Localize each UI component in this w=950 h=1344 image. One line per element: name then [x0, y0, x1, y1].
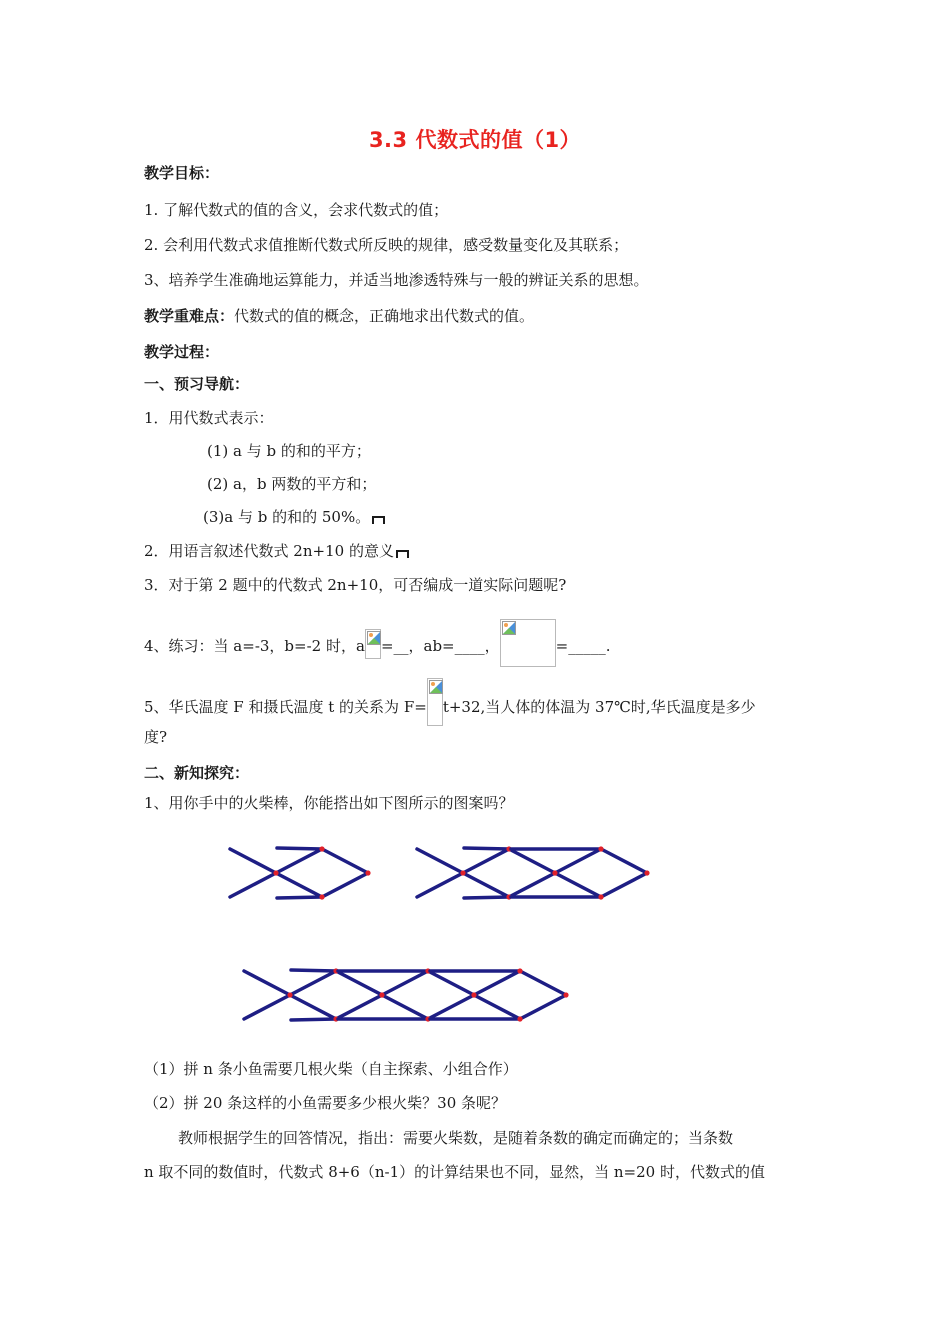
- matchstick: [474, 971, 520, 995]
- preview-heading: 一、预习导航：: [144, 375, 250, 393]
- matchstick: [464, 848, 509, 849]
- matchstick: [509, 849, 555, 873]
- explore-paragraph-line-2: n 取不同的数值时，代数式 8+6（n-1）的计算结果也不同，显然，当 n=20 时，代数式的值: [144, 1163, 765, 1181]
- goal-item-3: 3、培养学生准确地运算能力，并适当地渗透特殊与一般的辨证关系的思想。: [144, 271, 649, 289]
- matchstick-joint: [517, 968, 522, 973]
- matchstick: [290, 995, 336, 1019]
- preview-q5-cont: 度?: [144, 728, 168, 746]
- matchstick: [244, 971, 290, 995]
- explore-sub-2: （2）拼 20 条这样的小鱼需要多少根火柴？30 条呢？: [144, 1094, 507, 1112]
- matchstick: [464, 897, 509, 898]
- matchstick: [277, 897, 322, 898]
- preview-q5-suffix: t+32,当人体的体温为 37℃时,华氏温度是多少: [442, 698, 756, 716]
- matchstick-joint: [471, 992, 476, 997]
- preview-q1-sub-3-text: (3)a 与 b 的和的 50%。: [203, 508, 371, 526]
- matchstick: [428, 971, 474, 995]
- goals-heading: 教学目标：: [144, 164, 220, 182]
- matchstick: [601, 873, 647, 897]
- matchstick-joint: [365, 870, 370, 875]
- preview-q4-eq1: =__，: [380, 637, 424, 655]
- matchstick: [277, 848, 322, 849]
- matchstick-joint: [319, 846, 324, 851]
- matchstick: [336, 971, 382, 995]
- goal-item-2: 2. 会利用代数式求值推断代数式所反映的规律，感受数量变化及其联系；: [144, 236, 629, 254]
- matchstick: [291, 1019, 336, 1020]
- matchstick: [417, 849, 463, 873]
- matchstick: [474, 995, 520, 1019]
- preview-q4-prefix: 4、练习：当 a=-3，b=-2 时，a: [144, 637, 365, 655]
- matchstick: [520, 971, 566, 995]
- matchstick: [555, 873, 601, 897]
- matchstick-joint: [598, 894, 603, 899]
- explore-paragraph-line-1: 教师根据学生的回答情况，指出：需要火柴数，是随着条数的确定而确定的；当条数: [178, 1129, 734, 1147]
- matchstick: [601, 849, 647, 873]
- matchstick: [463, 873, 509, 897]
- goal-item-1: 1. 了解代数式的值的含义，会求代数式的值；: [144, 201, 449, 219]
- matchstick: [336, 995, 382, 1019]
- preview-q4-eq2: =_____.: [555, 637, 611, 655]
- explore-sub-1: （1）拼 n 条小鱼需要几根火柴（自主探索、小组合作）: [144, 1060, 518, 1078]
- page-title: 3.3 代数式的值（1）: [368, 128, 582, 152]
- key-points-text: 代数式的值的概念，正确地求出代数式的值。: [234, 307, 535, 325]
- matchstick-joint: [273, 870, 278, 875]
- matchstick-joint: [563, 992, 568, 997]
- matchstick-joint: [517, 1016, 522, 1021]
- matchstick-joint: [552, 870, 557, 875]
- matchstick: [230, 849, 276, 873]
- matchstick-joint: [460, 870, 465, 875]
- matchstick: [230, 873, 276, 897]
- matchstick: [382, 995, 428, 1019]
- matchstick: [509, 873, 555, 897]
- explore-heading: 二、新知探究：: [144, 764, 250, 782]
- preview-q1-sub-2: (2) a，b 两数的平方和；: [207, 475, 377, 493]
- explore-q1: 1、用你手中的火柴棒，你能搭出如下图所示的图案吗？: [144, 794, 514, 812]
- matchstick: [244, 995, 290, 1019]
- matchstick: [520, 995, 566, 1019]
- matchstick-joint: [644, 870, 649, 875]
- matchstick: [290, 971, 336, 995]
- matchstick: [322, 849, 368, 873]
- matchstick-joint: [319, 894, 324, 899]
- matchstick: [463, 849, 509, 873]
- matchstick: [428, 995, 474, 1019]
- preview-q5-prefix: 5、华氏温度 F 和摄氏温度 t 的关系为 F=: [144, 698, 427, 716]
- matchstick-joint: [379, 992, 384, 997]
- matchstick-joint: [287, 992, 292, 997]
- matchstick: [322, 873, 368, 897]
- preview-q4-mid: ab=____，: [423, 637, 500, 655]
- preview-q2-text: 2．用语言叙述代数式 2n+10 的意义: [144, 542, 394, 560]
- matchstick-joint: [598, 846, 603, 851]
- process-heading: 教学过程：: [144, 343, 220, 361]
- matchstick: [276, 849, 322, 873]
- key-points-label: 教学重难点：: [144, 307, 235, 325]
- preview-q3: 3．对于第 2 题中的代数式 2n+10，可否编成一道实际问题呢?: [144, 576, 567, 594]
- matchstick: [417, 873, 463, 897]
- matchstick: [382, 971, 428, 995]
- matchstick: [291, 970, 336, 971]
- preview-q1-sub-1: (1) a 与 b 的和的平方；: [207, 442, 371, 460]
- matchstick: [276, 873, 322, 897]
- matchstick: [555, 849, 601, 873]
- preview-q1: 1．用代数式表示：: [144, 409, 274, 427]
